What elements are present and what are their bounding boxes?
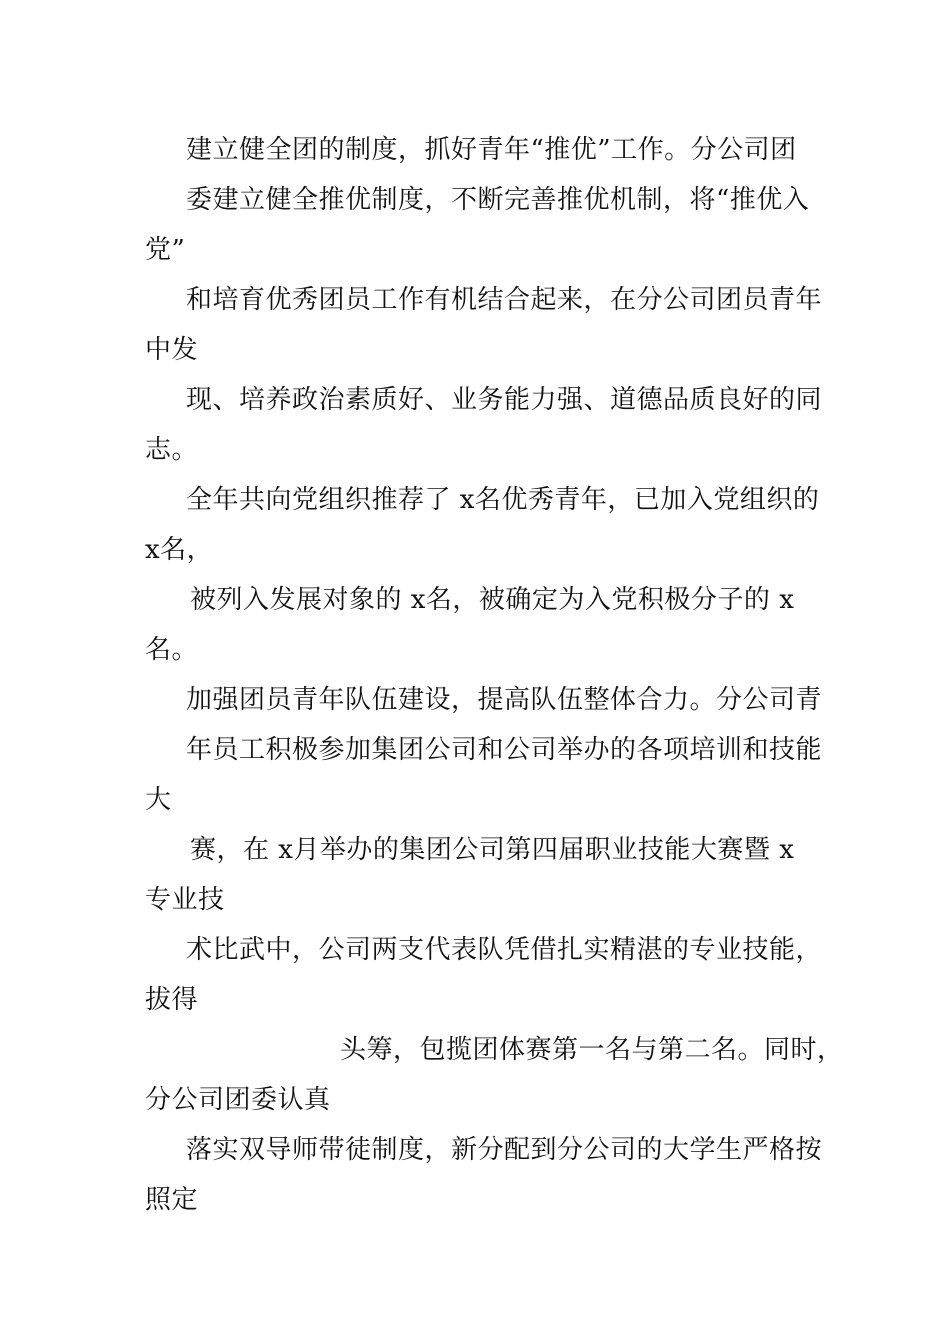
text-line: 分公司团委认真 — [145, 1085, 331, 1115]
text-line: 赛，在 x月举办的集团公司第四届职业技能大赛暨 x — [190, 835, 795, 865]
text-line: 落实双导师带徒制度，新分配到分公司的大学生严格按 — [186, 1135, 823, 1165]
text-line: 现、培养政治素质好、业务能力强、道德品质良好的同 — [186, 385, 823, 415]
text-line: 和培育优秀团员工作有机结合起来，在分公司团员青年 — [186, 285, 823, 315]
text-line: 委建立健全推优制度，不断完善推优机制，将“推优入 — [186, 185, 810, 215]
text-line: 建立健全团的制度，抓好青年“推优”工作。分公司团 — [186, 135, 797, 165]
text-line: 加强团员青年队伍建设，提高队伍整体合力。分公司青 — [186, 685, 823, 715]
text-line: 拔得 — [145, 985, 199, 1015]
text-line: 大 — [145, 785, 172, 815]
text-line: 年员工积极参加集团公司和公司举办的各项培训和技能 — [186, 735, 823, 765]
text-line: 照定 — [145, 1185, 199, 1215]
text-line: 术比武中，公司两支代表队凭借扎实精湛的专业技能， — [186, 935, 823, 965]
text-line: 中发 — [145, 335, 199, 365]
text-line: 名。 — [145, 635, 199, 665]
text-line: 全年共向党组织推荐了 x名优秀青年，已加入党组织的 — [186, 485, 820, 515]
text-line: 党” — [145, 235, 186, 265]
text-line: 头筹，包揽团体赛第一名与第二名。同时， — [340, 1035, 844, 1065]
text-line: 志。 — [145, 435, 199, 465]
text-line: x名， — [145, 535, 214, 565]
text-line: 专业技 — [145, 885, 225, 915]
text-line: 被列入发展对象的 x名，被确定为入党积极分子的 x — [190, 585, 795, 615]
